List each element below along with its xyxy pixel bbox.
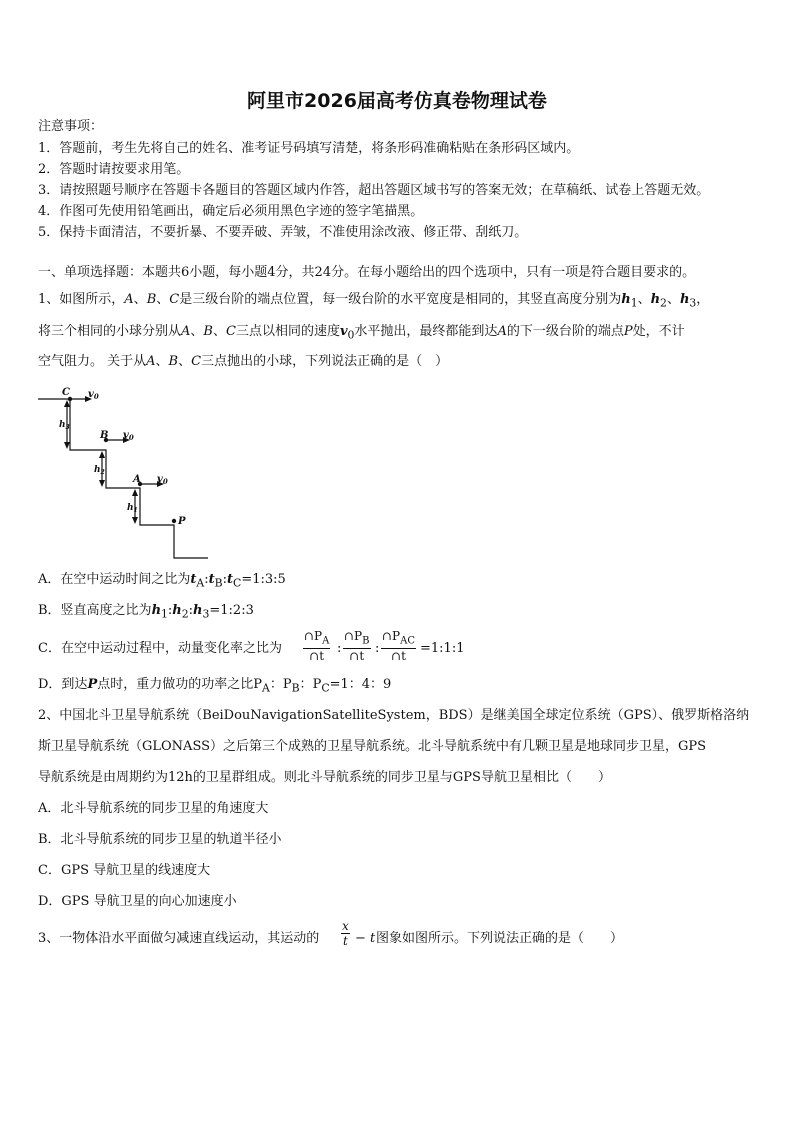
- q2-line1: 2、中国北斗卫星导航系统（BeiDouNavigationSatelliteSystem，BDS）是继美国全球定位系统（GPS）、俄罗斯格洛纳: [38, 708, 750, 723]
- q1-line1: 1、如图所示，A、B、C是三级台阶的端点位置，每一级台阶的水平宽度是相同的，其竖直高度分别为$h_1$、$h_2$、$h_3$，: [38, 292, 710, 310]
- q2-option-c: C．GPS 导航卫星的线速度大: [38, 863, 211, 878]
- q2-option-a: A．北斗导航系统的同步卫星的角速度大: [38, 801, 269, 816]
- q1-option-b: B．竖直高度之比为$h_1:h_2:h_3=1:2:3$: [38, 603, 254, 621]
- q1-option-a: A．在空中运动时间之比为$t_A:t_B:t_C=1:3:5$: [38, 572, 286, 590]
- q1-stairs-figure: [36, 382, 216, 562]
- q1-line2: 将三个相同的小球分别从A、B、C三点以相同的速度$v_0$水平抛出，最终都能到达A的下一级台阶的端点P处，不计: [38, 324, 685, 342]
- q1-fraction-b: $\frac{\cap P_B}{\cap t}$: [344, 629, 370, 664]
- fig-label-h2: $h_2$: [94, 465, 105, 476]
- q1-fraction-a: $\frac{\cap P_A}{\cap t}$: [304, 629, 330, 664]
- fig-label-b: B: [100, 430, 109, 441]
- fig-label-h3: $h_3$: [59, 420, 70, 431]
- notice-item: 5．保持卡面清洁，不要折暴、不要弄破、弄皱，不准使用涂改液、修正带、刮纸刀。: [38, 225, 528, 240]
- colon: :: [375, 641, 380, 656]
- section-heading: 一、单项选择题：本题共6小题，每小题4分，共24分。在每小题给出的四个选项中，只有一项是符合题目要求的。: [38, 265, 696, 280]
- fig-label-c: C: [62, 387, 70, 398]
- notice-item: 2．答题时请按要求用笔。: [38, 162, 190, 177]
- fig-label-v0: $v_0$: [157, 474, 168, 486]
- q3-line1-post: 图象如图所示。下列说法正确的是（ ）: [376, 931, 624, 946]
- q1-fraction-ac: $\cap P_{AC}$ ∩t: [382, 629, 416, 664]
- q1-option-c-ratio: =1:1:1: [420, 641, 465, 656]
- q3-fraction: $\frac{x}{t}$: [342, 919, 349, 948]
- q2-option-b: B．北斗导航系统的同步卫星的轨道半径小: [38, 832, 282, 847]
- fig-label-v0: $v_0$: [88, 389, 99, 401]
- notice-item: 1．答题前，考生先将自己的姓名、准考证号码填写清楚，将条形码准确粘贴在条形码区域内。: [38, 141, 580, 156]
- fig-label-v0: $v_0$: [123, 430, 134, 442]
- notice-item: 4．作图可先使用铅笔画出，确定后必须用黑色字迹的签字笔描黑。: [38, 204, 424, 219]
- q2-line3: 导航系统是由周期约为12h的卫星群组成。则北斗导航系统的同步卫星与GPS导航卫星相比（ ）: [38, 770, 611, 785]
- notice-heading: 注意事项：: [38, 119, 104, 134]
- notice-item: 3．请按照题号顺序在答题卡各题目的答题区域内作答，超出答题区域书写的答案无效；在草稿纸、试卷上答题无效。: [38, 183, 710, 198]
- q2-line2: 斯卫星导航系统（GLONASS）之后第三个成熟的卫星导航系统。北斗导航系统中有几颗卫星是地球同步卫星，GPS: [38, 739, 707, 754]
- page-title: 阿里市2026届高考仿真卷物理试卷: [247, 90, 547, 112]
- q3-minus-t: − t: [355, 931, 376, 946]
- q1-option-d: D．到达P点时，重力做功的功率之比$P_A$：$P_B$：$P_C=1$：4：9: [38, 677, 392, 695]
- fig-label-h1: $h_1$: [127, 503, 138, 514]
- q2-option-d: D．GPS 导航卫星的向心加速度小: [38, 894, 237, 909]
- fig-label-p: P: [178, 516, 186, 527]
- colon: :: [337, 641, 342, 656]
- q1-line3: 空气阻力。 关于从A、B、C三点抛出的小球，下列说法正确的是（ ）: [38, 354, 449, 369]
- q1-option-c: C．在空中运动过程中，动量变化率之比为: [38, 641, 282, 656]
- q3-line1: 3、一物体沿水平面做匀减速直线运动，其运动的: [38, 931, 320, 946]
- fig-label-a: A: [133, 474, 141, 485]
